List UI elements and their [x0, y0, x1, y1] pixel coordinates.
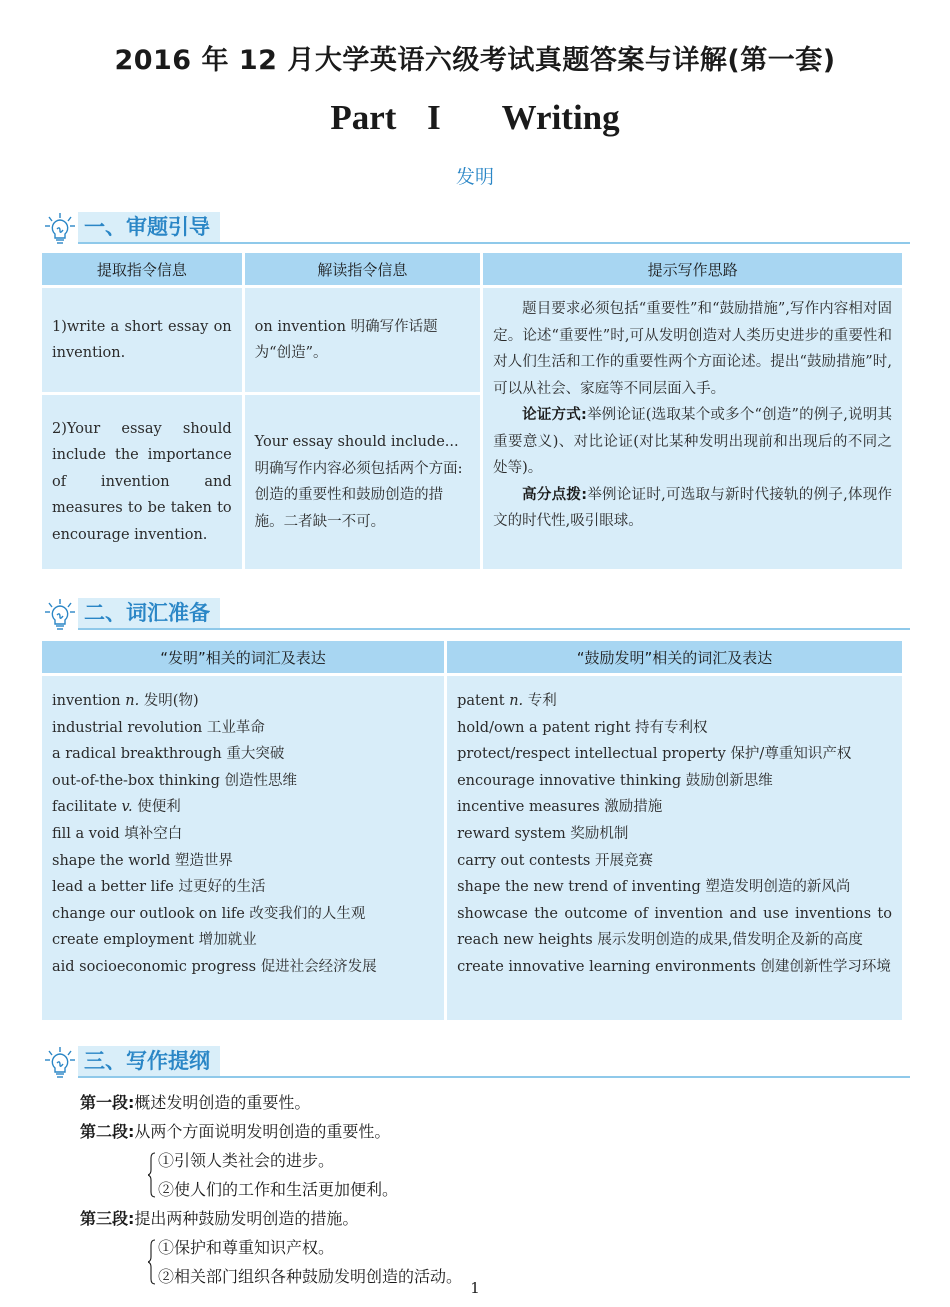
- vocab-item: incentive measures 激励措施: [457, 799, 663, 816]
- vocab-item: aid socioeconomic progress 促进社会经济发展: [52, 958, 377, 975]
- lightbulb-icon: [44, 598, 76, 632]
- vocab-item: shape the new trend of inventing 塑造发明创造的新风尚: [457, 879, 851, 896]
- column-header: “发明”相关的词汇及表达: [42, 641, 444, 673]
- tips-paragraph: 题目要求必须包括“重要性”和“鼓励措施”,写作内容相对固定。论述“重要性”时,可从发明创造对人类历史进步的重要性和对人们生活和工作的重要性两个方面论述。提出“鼓励措施”时,可以从社会、家庭等不同层面入手。: [493, 301, 892, 397]
- outline-paragraph-3: 第三段:提出两种鼓励发明创造的措施。: [80, 1209, 359, 1228]
- tips-paragraph: [493, 482, 892, 535]
- outline-paragraph-1: 第一段:概述发明创造的重要性。: [80, 1093, 311, 1112]
- column-header: 提取指令信息: [42, 253, 242, 285]
- vocab-item: invention n. 发明(物): [52, 693, 199, 709]
- essay-topic: 发明: [455, 166, 494, 188]
- tips-label: 论证方式:: [522, 407, 587, 423]
- column-header: “鼓励发明”相关的词汇及表达: [447, 641, 902, 673]
- vocab-item: shape the world 塑造世界: [52, 852, 233, 869]
- vocab-item: facilitate v. 使便利: [52, 799, 181, 816]
- vocab-item: carry out contests 开展竞赛: [457, 852, 653, 869]
- outline-paragraph-2: 第二段:从两个方面说明发明创造的重要性。: [80, 1122, 391, 1141]
- section-divider: [78, 1076, 910, 1078]
- vocab-item: change our outlook on life 改变我们的人生观: [52, 905, 366, 922]
- section-header-2: [44, 598, 910, 632]
- interpretation-cell: Your essay should include... 明确写作内容必须包括两个方面:创造的重要性和鼓励创造的措施。二者缺一不可。: [245, 395, 480, 569]
- section-title: 三、写作提纲: [78, 1046, 220, 1076]
- vocab-item: hold/own a patent right 持有专利权: [457, 719, 708, 736]
- writing-tips-cell: [483, 288, 902, 569]
- outline-point: ②相关部门组织各种鼓励发明创造的活动。: [158, 1267, 463, 1286]
- guide-table: [39, 250, 905, 572]
- column-header: 解读指令信息: [245, 253, 480, 285]
- vocabulary-table: [39, 638, 905, 1023]
- writing-outline: [80, 1088, 900, 1291]
- brace-icon: [148, 1152, 156, 1198]
- tips-label: 高分点拨:: [522, 486, 587, 503]
- section-title: 一、审题引导: [78, 212, 220, 242]
- outline-point: ①保护和尊重知识产权。: [158, 1238, 335, 1257]
- instruction-cell: 1)write a short essay on invention.: [42, 288, 242, 392]
- outline-point: ①引领人类社会的进步。: [158, 1151, 335, 1170]
- vocab-list-invention: [42, 676, 444, 1020]
- outline-points: [80, 1146, 900, 1204]
- column-header: 提示写作思路: [483, 253, 902, 285]
- vocab-item: protect/respect intellectual property 保护/尊重知识产权: [457, 746, 852, 763]
- lightbulb-icon: [44, 1046, 76, 1080]
- lightbulb-icon: [44, 212, 76, 246]
- vocab-item: industrial revolution 工业革命: [52, 719, 265, 736]
- vocab-item: patent n. 专利: [457, 693, 557, 709]
- vocab-item: create employment 增加就业: [52, 932, 257, 949]
- section-divider: [78, 628, 910, 630]
- interpretation-cell: on invention 明确写作话题为“创造”。: [245, 288, 480, 392]
- vocab-item: lead a better life 过更好的生活: [52, 879, 266, 896]
- vocab-item: encourage innovative thinking 鼓励创新思维: [457, 772, 773, 789]
- vocab-item: a radical breakthrough 重大突破: [52, 746, 285, 763]
- section-header-1: [44, 212, 910, 246]
- outline-point: ②使人们的工作和生活更加便利。: [158, 1180, 399, 1199]
- vocab-list-encouragement: [447, 676, 902, 1020]
- vocab-item: out-of-the-box thinking 创造性思维: [52, 772, 298, 789]
- vocab-item: create innovative learning environments 创建创新性学习环境: [457, 958, 891, 975]
- part-title: Part I Writing: [330, 98, 620, 137]
- page-number: 1: [470, 1279, 480, 1297]
- document-title: 2016 年 12 月大学英语六级考试真题答案与详解(第一套): [114, 45, 836, 76]
- vocab-item: fill a void 填补空白: [52, 825, 183, 842]
- vocab-item: showcase the outcome of invention and use inventions to reach new heights 展示发明创造的成果,借发明企及新的高度: [457, 905, 892, 949]
- vocab-item: reward system 奖励机制: [457, 825, 629, 842]
- instruction-cell: 2)Your essay should include the importance of invention and measures to be taken to encourage invention.: [42, 395, 242, 569]
- tips-paragraph: [493, 402, 892, 482]
- tips-text: 举例论证时,可选取与新时代接轨的例子,体现作文的时代性,吸引眼球。: [493, 486, 892, 529]
- section-title: 二、词汇准备: [78, 598, 220, 628]
- section-header-3: [44, 1046, 910, 1080]
- tips-text: 举例论证(选取某个或多个“创造”的例子,说明其重要意义)、对比论证(对比某种发明出现前和出现后的不同之处等)。: [493, 407, 892, 476]
- section-divider: [78, 242, 910, 244]
